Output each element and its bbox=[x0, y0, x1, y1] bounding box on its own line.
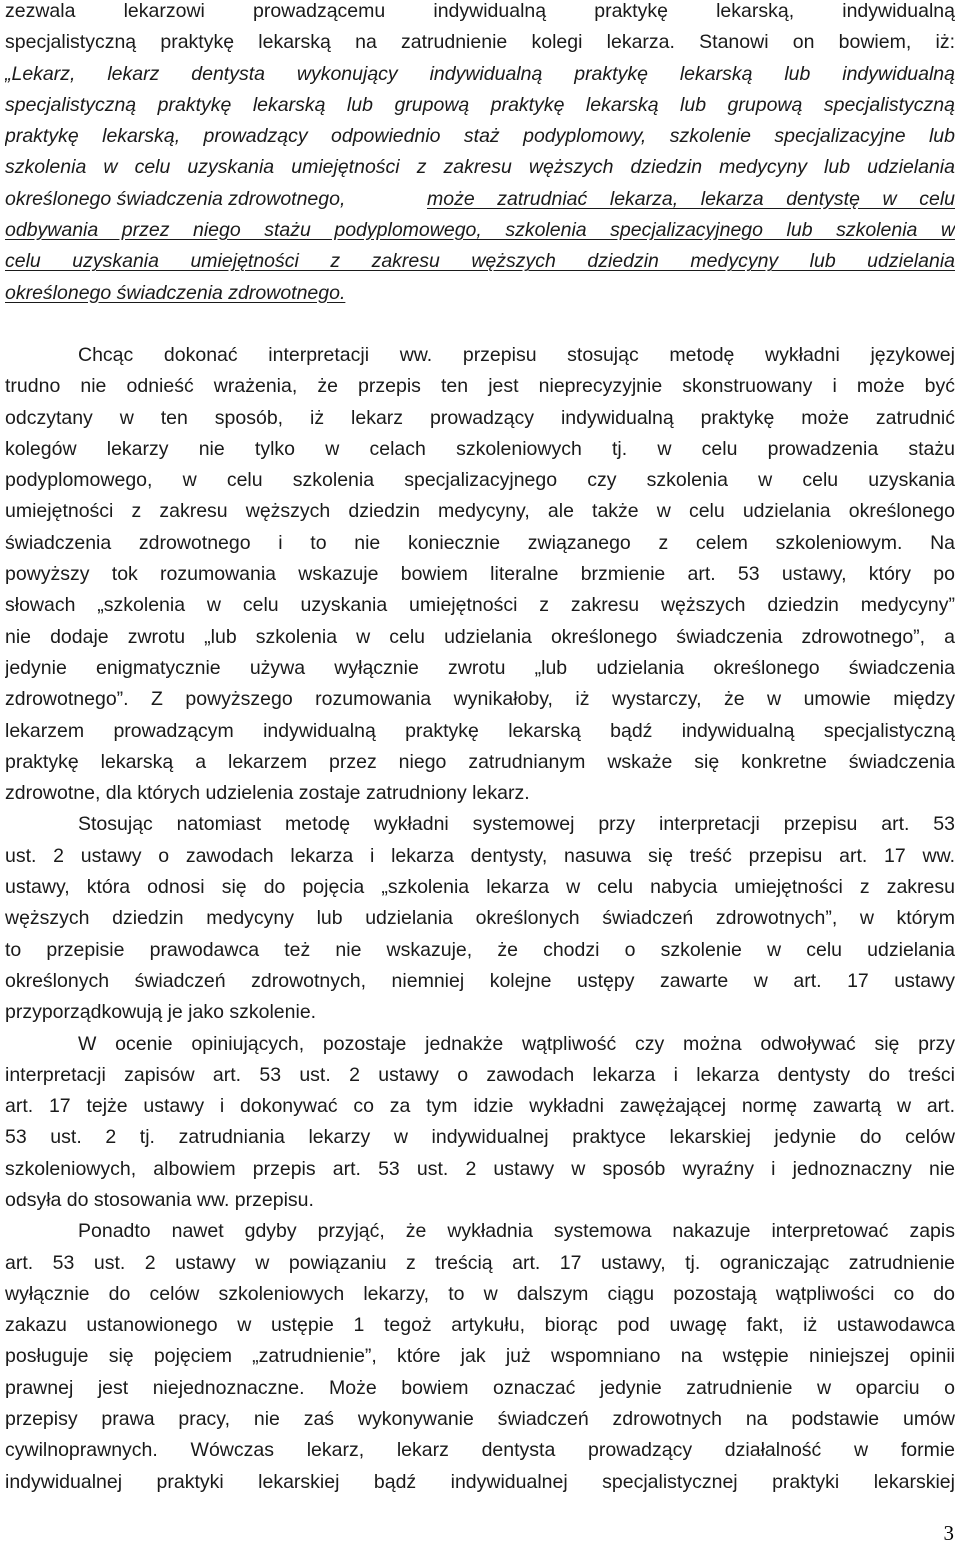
text-line: 53 ust. 2 tj. zatrudniania lekarzy w indywidualnej praktyce lekarskiej jedynie do celów bbox=[5, 1126, 955, 1149]
text-line: specjalistyczną praktykę lekarską na zatrudnienie kolegi lekarza. Stanowi on bowiem, iż: bbox=[5, 31, 955, 54]
statute-quote-line: szkolenia w celu uzyskania umiejętności z zakresu węższych dziedzin medycyny lub udzielania bbox=[5, 156, 955, 179]
text-line: praktykę lekarską a lekarzem przez niego zatrudnianym wskaże się konkretne świadczenia bbox=[5, 750, 955, 773]
paragraph-doubts bbox=[5, 1029, 955, 1217]
text-line: art. 17 tejże ustawy i dokonywać co za tym idzie wykładni zawężającej normę zawartą w art. bbox=[5, 1095, 955, 1118]
text-line: interpretacji zapisów art. 53 ust. 2 ustawy o zawodach lekarza i lekarza dentysty do treści bbox=[5, 1063, 955, 1086]
statute-quote-fragment: określonego świadczenia zdrowotnego, bbox=[5, 187, 346, 210]
text-line: kolegów lekarzy nie tylko w celach szkoleniowych tj. w celu prowadzenia stażu bbox=[5, 437, 955, 460]
statute-quote-emphasis-line: określonego świadczenia zdrowotnego. bbox=[5, 281, 346, 304]
text-line: nie dodaje zwrotu „lub szkolenia w celu udzielania określonego świadczenia zdrowotnego”, a bbox=[5, 625, 955, 648]
text-line: lekarzem prowadzącym indywidualną praktykę lekarską bądź indywidualną specjalistyczną bbox=[5, 719, 955, 742]
paragraph-systemic-interpretation bbox=[5, 809, 955, 1028]
text-line: świadczenia zdrowotnego i to nie koniecznie związanego z celem szkoleniowym. Na bbox=[5, 531, 955, 554]
text-line: podyplomowego, w celu szkolenia specjalizacyjnego czy szkolenia w celu uzyskania bbox=[5, 469, 955, 492]
text-line: art. 53 ust. 2 ustawy w powiązaniu z treścią art. 17 ustawy, tj. ograniczając zatrudnienie bbox=[5, 1251, 955, 1274]
text-line: powyższy tok rozumowania wskazuje bowiem literalne brzmienie art. 53 ustawy, który po bbox=[5, 563, 955, 586]
text-line: Chcąc dokonać interpretacji ww. przepisu stosując metodę wykładni językowej bbox=[78, 343, 955, 366]
statute-quote-emphasis: może zatrudniać lekarza, lekarza dentystę w celu bbox=[427, 187, 955, 210]
text-line: indywidualnej praktyki lekarskiej bądź indywidualnej specjalistycznej praktyki lekarskiej bbox=[5, 1470, 955, 1493]
text-line: ustawy, która odnosi się do pojęcia „szkolenia lekarza w celu nabycia umiejętności z zakresu bbox=[5, 876, 955, 899]
text-line: odsyła do stosowania ww. przepisu. bbox=[5, 1188, 314, 1211]
text-line: Ponadto nawet gdyby przyjąć, że wykładnia systemowa nakazuje interpretować zapis bbox=[78, 1220, 955, 1243]
paragraph-linguistic-interpretation bbox=[5, 340, 955, 809]
text-line: trudno nie odnieść wrażenia, że przepis ten jest nieprecyzyjnie skonstruowany i może być bbox=[5, 375, 955, 398]
page-number: 3 bbox=[943, 1521, 954, 1545]
statute-quote-line: „Lekarz, lekarz dentysta wykonujący indywidualną praktykę lekarską lub indywidualną bbox=[5, 62, 955, 85]
document-page bbox=[5, 0, 955, 1498]
text-line: węższych dziedzin medycyny lub udzielania określonych świadczeń zdrowotnych”, w którym bbox=[5, 907, 955, 930]
paragraph-spacer bbox=[5, 309, 955, 340]
text-line: Stosując natomiast metodę wykładni systemowej przy interpretacji przepisu art. 53 bbox=[78, 813, 955, 836]
text-line: wyłącznie do celów szkoleniowych lekarzy, to w dalszym ciągu pozostają wątpliwości co do bbox=[5, 1282, 955, 1305]
text-line: umiejętności z zakresu węższych dziedzin medycyny, ale także w celu udzielania określonego bbox=[5, 500, 955, 523]
statute-quote-emphasis-line: celu uzyskania umiejętności z zakresu węższych dziedzin medycyny lub udzielania bbox=[5, 250, 955, 273]
text-line: cywilnoprawnych. Wówczas lekarz, lekarz dentysta prowadzący działalność w formie bbox=[5, 1439, 955, 1462]
text-line: odczytany w ten sposób, iż lekarz prowadzący indywidualną praktykę może zatrudnić bbox=[5, 406, 955, 429]
quote-paragraph bbox=[5, 0, 955, 309]
statute-quote-emphasis-line: odbywania przez niego stażu podyplomowego, szkolenia specjalizacyjnego lub szkolenia w bbox=[5, 219, 955, 242]
statute-quote-line: praktykę lekarską, prowadzący odpowiednio staż podyplomowy, szkolenie specjalizacyjne lub bbox=[5, 125, 955, 148]
text-line: szkoleniowych, albowiem przepis art. 53 ust. 2 ustawy w sposób wyraźny i jednoznaczny nie bbox=[5, 1157, 955, 1180]
text-line: to przepisie prawodawca też nie wskazuje, że chodzi o szkolenie w celu udzielania bbox=[5, 938, 955, 961]
text-line: W ocenie opiniujących, pozostaje jednakże wątpliwość czy można odwoływać się przy bbox=[78, 1032, 955, 1055]
statute-quote-line: specjalistyczną praktykę lekarską lub grupową praktykę lekarską lub grupową specjalistyczną bbox=[5, 93, 955, 116]
text-line: przyporządkowują je jako szkolenie. bbox=[5, 1001, 317, 1024]
text-line: przepisy prawa pracy, nie zaś wykonywanie świadczeń zdrowotnych na podstawie umów bbox=[5, 1408, 955, 1431]
text-line: jedynie enigmatycznie używa wyłącznie zwrotu „lub udzielania określonego świadczenia bbox=[5, 656, 955, 679]
text-line: prawnej jest niejednoznaczne. Może bowiem oznaczać jedynie zatrudnienie w oparciu o bbox=[5, 1376, 955, 1399]
text-line: zakazu ustanowionego w ustępie 1 tegoż artykułu, biorąc pod uwagę fakt, iż ustawodawca bbox=[5, 1314, 955, 1337]
paragraph-employment-concept bbox=[5, 1216, 955, 1498]
text-line: ust. 2 ustawy o zawodach lekarza i lekarza dentysty, nasuwa się treść przepisu art. 17 ww. bbox=[5, 844, 955, 867]
text-line: określonych świadczeń zdrowotnych, niemniej kolejne ustępy zawarte w art. 17 ustawy bbox=[5, 969, 955, 992]
text-line: słowach „szkolenia w celu uzyskania umiejętności z zakresu węższych dziedzin medycyny” bbox=[5, 594, 955, 617]
text-line: zdrowotnego”. Z powyższego rozumowania wynikałoby, iż wystarczy, że w umowie między bbox=[5, 688, 955, 711]
text-line: zezwala lekarzowi prowadzącemu indywidualną praktykę lekarską, indywidualną bbox=[5, 0, 955, 22]
statute-quote-line bbox=[5, 184, 955, 215]
text-line: posługuje się pojęciem „zatrudnienie”, które jak już wspomniano na wstępie niniejszej opinii bbox=[5, 1345, 955, 1368]
text-line: zdrowotne, dla których udzielenia zostaje zatrudniony lekarz. bbox=[5, 782, 530, 805]
